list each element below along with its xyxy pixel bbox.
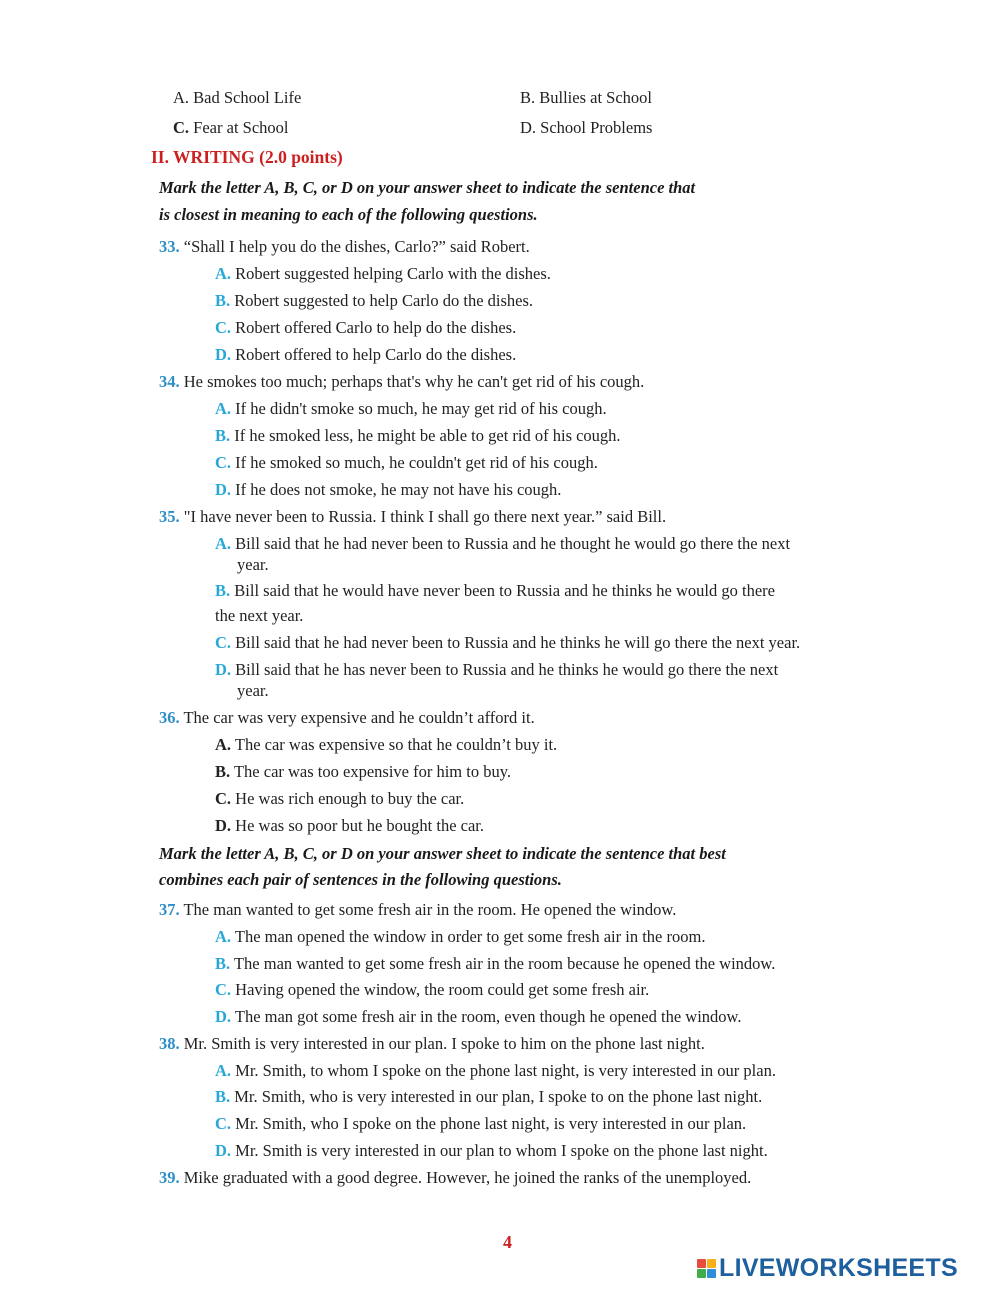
q37-option-a[interactable] <box>215 927 705 947</box>
q35-option-d[interactable] <box>215 660 778 680</box>
question-stem: The man wanted to get some fresh air in the room. He opened the window. <box>179 900 677 919</box>
option-letter: A. <box>215 735 232 754</box>
q38-option-d[interactable] <box>215 1141 768 1161</box>
logo-mark-icon <box>697 1259 716 1278</box>
option-letter: B. <box>215 426 231 445</box>
option-letter: A. <box>215 927 232 946</box>
q37-option-d[interactable] <box>215 1007 742 1027</box>
option-text: If he does not smoke, he may not have his cough. <box>231 480 562 499</box>
q34-option-b[interactable] <box>215 426 621 446</box>
option-text: The man opened the window in order to get some fresh air in the room. <box>231 927 706 946</box>
option-text: Robert suggested to help Carlo do the dishes. <box>230 291 534 310</box>
option-text: Bill said that he would have never been to Russia and he thinks he would go there <box>230 581 775 600</box>
question-stem: Mr. Smith is very interested in our plan. I spoke to him on the phone last night. <box>179 1034 705 1053</box>
option-letter: C. <box>215 453 232 472</box>
option-letter: D. <box>215 1141 232 1160</box>
q33-option-c[interactable] <box>215 318 516 338</box>
prev-option-d: D. School Problems <box>520 118 653 137</box>
prev-option-c <box>173 118 288 138</box>
instruction-1-line-1: Mark the letter A, B, C, or D on your answer sheet to indicate the sentence that <box>159 178 696 197</box>
option-letter: A. <box>215 399 232 418</box>
option-text: The car was too expensive for him to buy. <box>230 762 512 781</box>
prev-option-a: A. Bad School Life <box>173 88 302 107</box>
liveworksheets-logo[interactable] <box>697 1254 958 1282</box>
option-text: Robert offered to help Carlo do the dishes. <box>231 345 517 364</box>
q36-option-a[interactable] <box>215 735 557 755</box>
q35-option-a-cont: year. <box>237 555 269 574</box>
question-number: 35. <box>159 507 180 526</box>
option-letter: C. <box>215 318 232 337</box>
option-letter: C. <box>215 633 232 652</box>
question-number: 36. <box>159 708 180 727</box>
q36-option-b[interactable] <box>215 762 511 782</box>
question-37 <box>159 900 676 920</box>
q34-option-d[interactable] <box>215 480 561 500</box>
q35-option-b-cont: the next year. <box>215 606 304 625</box>
q37-option-b[interactable] <box>215 954 775 974</box>
question-stem: The car was very expensive and he couldn’t afford it. <box>179 708 535 727</box>
option-text: If he smoked so much, he couldn't get rid of his cough. <box>231 453 598 472</box>
option-text: He was rich enough to buy the car. <box>231 789 465 808</box>
prev-option-b: B. Bullies at School <box>520 88 652 107</box>
option-text: Mr. Smith, to whom I spoke on the phone last night, is very interested in our plan. <box>231 1061 776 1080</box>
option-letter: C. <box>215 789 232 808</box>
brand-name: LIVEWORKSHEETS <box>719 1254 958 1282</box>
q35-option-d-cont: year. <box>237 681 269 700</box>
option-text: Bill said that he had never been to Russia and he thinks he will go there the next year. <box>231 633 801 652</box>
option-letter: B. <box>215 1087 231 1106</box>
option-text: If he didn't smoke so much, he may get rid of his cough. <box>231 399 607 418</box>
q34-option-c[interactable] <box>215 453 598 473</box>
option-text: Mr. Smith, who I spoke on the phone last night, is very interested in our plan. <box>231 1114 747 1133</box>
question-number: 33. <box>159 237 180 256</box>
section-title: II. WRITING (2.0 points) <box>151 147 343 167</box>
question-number: 38. <box>159 1034 180 1053</box>
option-letter: A. <box>215 534 232 553</box>
q36-option-d[interactable] <box>215 816 484 836</box>
question-38 <box>159 1034 705 1054</box>
instruction-2-line-1: Mark the letter A, B, C, or D on your answer sheet to indicate the sentence that best <box>159 844 726 863</box>
question-39 <box>159 1168 751 1188</box>
question-number: 39. <box>159 1168 180 1187</box>
option-text: Having opened the window, the room could get some fresh air. <box>231 980 650 999</box>
option-letter: A. <box>215 1061 232 1080</box>
q38-option-c[interactable] <box>215 1114 746 1134</box>
option-letter: B. <box>215 291 231 310</box>
option-text: Bill said that he had never been to Russia and he thought he would go there the next <box>231 534 791 553</box>
option-text: Mr. Smith is very interested in our plan to whom I spoke on the phone last night. <box>231 1141 768 1160</box>
instruction-1-line-2: is closest in meaning to each of the following questions. <box>159 205 538 224</box>
question-36 <box>159 708 535 728</box>
option-text: Mr. Smith, who is very interested in our plan, I spoke to on the phone last night. <box>230 1087 763 1106</box>
option-text: Robert suggested helping Carlo with the dishes. <box>231 264 551 283</box>
q38-option-a[interactable] <box>215 1061 776 1081</box>
q33-option-a[interactable] <box>215 264 551 284</box>
option-text: He was so poor but he bought the car. <box>231 816 484 835</box>
option-letter: D. <box>215 816 232 835</box>
option-letter: D. <box>215 1007 232 1026</box>
option-text: Robert offered Carlo to help do the dishes. <box>231 318 517 337</box>
question-number: 37. <box>159 900 180 919</box>
page-number: 4 <box>503 1232 512 1252</box>
option-letter: C. <box>215 1114 232 1133</box>
option-text: If he smoked less, he might be able to get rid of his cough. <box>230 426 621 445</box>
option-text: The man wanted to get some fresh air in the room because he opened the window. <box>230 954 776 973</box>
question-33 <box>159 237 530 257</box>
q33-option-b[interactable] <box>215 291 533 311</box>
q37-option-c[interactable] <box>215 980 649 1000</box>
q35-option-b[interactable] <box>215 581 775 601</box>
question-stem: Mike graduated with a good degree. However, he joined the ranks of the unemployed. <box>179 1168 752 1187</box>
option-text: The man got some fresh air in the room, even though he opened the window. <box>231 1007 742 1026</box>
option-letter: A. <box>215 264 232 283</box>
question-number: 34. <box>159 372 180 391</box>
option-letter: B. <box>215 762 231 781</box>
option-letter: D. <box>215 480 232 499</box>
question-35 <box>159 507 666 527</box>
option-letter: D. <box>215 660 232 679</box>
instruction-2-line-2: combines each pair of sentences in the following questions. <box>159 870 562 889</box>
q38-option-b[interactable] <box>215 1087 762 1107</box>
question-stem: “Shall I help you do the dishes, Carlo?” said Robert. <box>179 237 530 256</box>
option-letter: C. <box>215 980 232 999</box>
q35-option-c[interactable] <box>215 633 800 653</box>
question-stem: He smokes too much; perhaps that's why he can't get rid of his cough. <box>179 372 645 391</box>
question-34 <box>159 372 644 392</box>
option-text: The car was expensive so that he couldn’t buy it. <box>231 735 558 754</box>
option-text: Fear at School <box>189 118 289 137</box>
q34-option-a[interactable] <box>215 399 607 419</box>
q35-option-a[interactable] <box>215 534 790 554</box>
option-letter: D. <box>215 345 232 364</box>
q33-option-d[interactable] <box>215 345 516 365</box>
q36-option-c[interactable] <box>215 789 464 809</box>
option-letter: B. <box>215 954 231 973</box>
option-text: Bill said that he has never been to Russia and he thinks he would go there the next <box>231 660 779 679</box>
option-letter: C. <box>173 118 190 137</box>
option-letter: B. <box>215 581 231 600</box>
question-stem: "I have never been to Russia. I think I shall go there next year.” said Bill. <box>179 507 667 526</box>
